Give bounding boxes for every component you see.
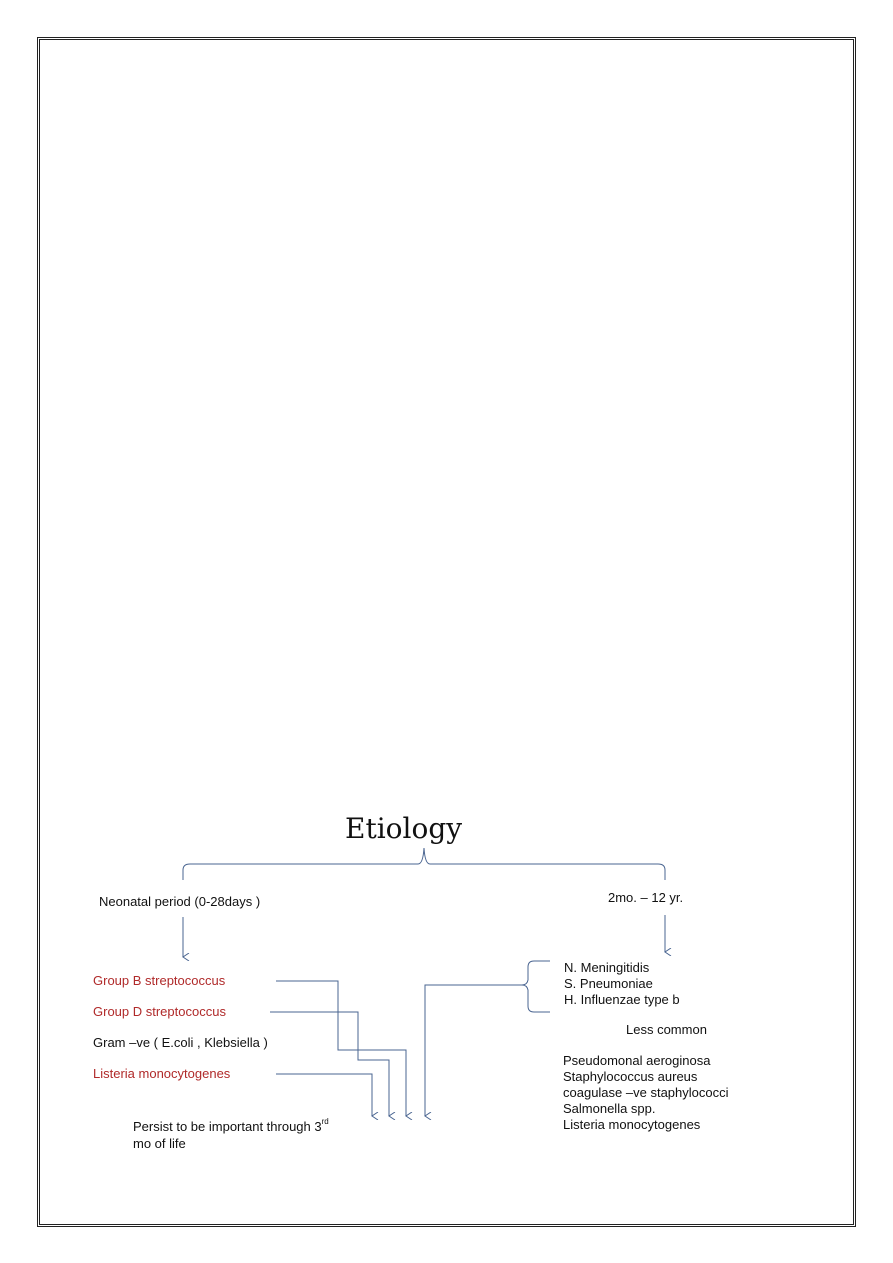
list-item: S. Pneumoniae bbox=[564, 976, 653, 991]
older-common-list bbox=[564, 960, 680, 1008]
older-to-persist-connector bbox=[425, 985, 510, 1116]
organism-listeria: Listeria monocytogenes bbox=[93, 1066, 231, 1081]
listeria-connector bbox=[276, 1074, 372, 1116]
group-d-connector bbox=[270, 1012, 389, 1116]
older-branch-label: 2mo. – 12 yr. bbox=[608, 890, 684, 905]
organism-gram-negative: Gram –ve ( E.coli , Klebsiella ) bbox=[93, 1035, 268, 1050]
diagram-title: Etiology bbox=[345, 812, 463, 845]
group-b-connector bbox=[276, 981, 406, 1116]
list-item: coagulase –ve staphylococci bbox=[563, 1085, 729, 1100]
persist-note-line2: mo of life bbox=[133, 1136, 186, 1151]
organism-group-b: Group B streptococcus bbox=[93, 973, 226, 988]
list-item: Pseudomonal aeroginosa bbox=[563, 1053, 711, 1068]
less-common-label: Less common bbox=[626, 1022, 707, 1037]
list-item: N. Meningitidis bbox=[564, 960, 650, 975]
older-less-common-list bbox=[563, 1053, 729, 1133]
list-item: Staphylococcus aureus bbox=[563, 1069, 698, 1084]
top-brace bbox=[183, 848, 665, 880]
list-item: H. Influenzae type b bbox=[564, 992, 680, 1007]
neonatal-branch-label: Neonatal period (0-28days ) bbox=[99, 894, 261, 909]
persist-note-line1: Persist to be important through 3rd bbox=[133, 1117, 329, 1134]
list-item: Listeria monocytogenes bbox=[563, 1117, 701, 1132]
right-bracket bbox=[510, 961, 550, 1012]
list-item: Salmonella spp. bbox=[563, 1101, 656, 1116]
organism-group-d: Group D streptococcus bbox=[93, 1004, 226, 1019]
